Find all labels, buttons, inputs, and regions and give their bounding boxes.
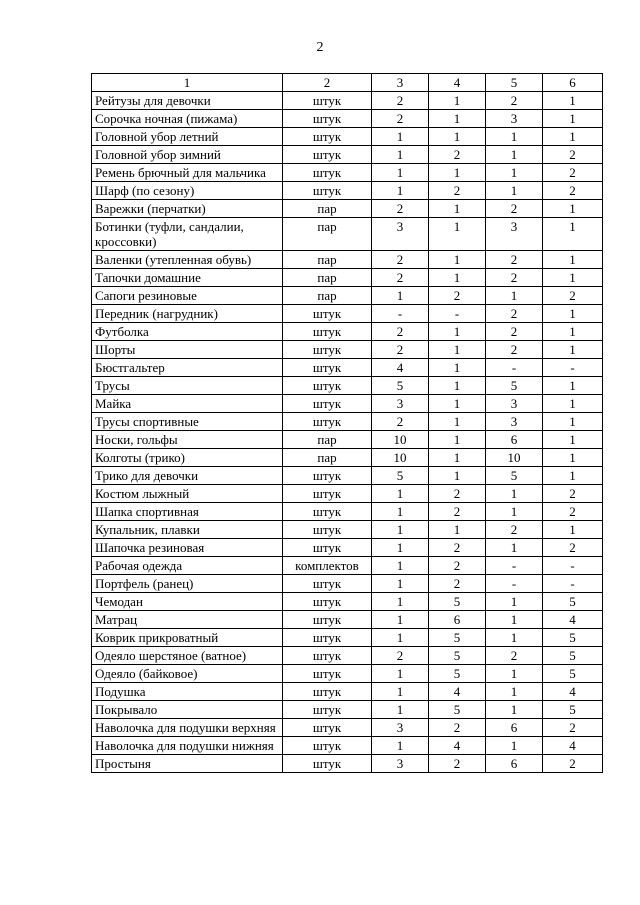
table-row (92, 701, 603, 719)
table-row (92, 200, 603, 218)
value-cell-4: 2 (429, 719, 486, 737)
unit-cell: штук (283, 575, 372, 593)
value-cell-4: - (429, 305, 486, 323)
value-cell-4: 1 (429, 251, 486, 269)
unit-cell: штук (283, 305, 372, 323)
unit-cell: пар (283, 449, 372, 467)
table-row (92, 341, 603, 359)
value-cell-3: 1 (372, 182, 429, 200)
value-cell-6: 2 (543, 287, 603, 305)
value-cell-3: 2 (372, 269, 429, 287)
value-cell-3: 2 (372, 323, 429, 341)
value-cell-3: 2 (372, 413, 429, 431)
value-cell-5: 2 (486, 521, 543, 539)
unit-cell: штук (283, 665, 372, 683)
value-cell-6: 1 (543, 200, 603, 218)
table-row (92, 503, 603, 521)
value-cell-4: 2 (429, 557, 486, 575)
table-body (92, 92, 603, 773)
table-row (92, 269, 603, 287)
value-cell-6: - (543, 575, 603, 593)
value-cell-4: 5 (429, 593, 486, 611)
table-row (92, 611, 603, 629)
value-cell-3: 1 (372, 575, 429, 593)
unit-cell: штук (283, 593, 372, 611)
table-row (92, 128, 603, 146)
unit-cell: штук (283, 341, 372, 359)
value-cell-5: 1 (486, 593, 543, 611)
unit-cell: пар (283, 287, 372, 305)
value-cell-5: 10 (486, 449, 543, 467)
value-cell-6: 5 (543, 647, 603, 665)
unit-cell: штук (283, 755, 372, 773)
value-cell-4: 4 (429, 737, 486, 755)
value-cell-4: 1 (429, 269, 486, 287)
unit-cell: штук (283, 128, 372, 146)
unit-cell: комплектов (283, 557, 372, 575)
value-cell-5: 2 (486, 323, 543, 341)
value-cell-6: 1 (543, 305, 603, 323)
value-cell-3: 2 (372, 200, 429, 218)
table-row (92, 521, 603, 539)
item-name-cell: Рабочая одежда (92, 557, 283, 575)
value-cell-5: 1 (486, 146, 543, 164)
value-cell-4: 2 (429, 182, 486, 200)
item-name-cell: Одеяло (байковое) (92, 665, 283, 683)
item-name-cell: Шорты (92, 341, 283, 359)
table-row (92, 287, 603, 305)
table-row (92, 413, 603, 431)
table-row (92, 467, 603, 485)
value-cell-5: 2 (486, 269, 543, 287)
item-name-cell: Коврик прикроватный (92, 629, 283, 647)
value-cell-4: 1 (429, 359, 486, 377)
item-name-cell: Передник (нагрудник) (92, 305, 283, 323)
table-row (92, 92, 603, 110)
table-row (92, 647, 603, 665)
value-cell-5: - (486, 359, 543, 377)
table-row (92, 539, 603, 557)
value-cell-6: 2 (543, 146, 603, 164)
value-cell-4: 1 (429, 218, 486, 251)
item-name-cell: Костюм лыжный (92, 485, 283, 503)
item-name-cell: Одеяло шерстяное (ватное) (92, 647, 283, 665)
item-name-cell: Наволочка для подушки нижняя (92, 737, 283, 755)
value-cell-5: 3 (486, 110, 543, 128)
value-cell-4: 5 (429, 665, 486, 683)
item-name-cell: Ремень брючный для мальчика (92, 164, 283, 182)
unit-cell: штук (283, 164, 372, 182)
value-cell-6: 2 (543, 164, 603, 182)
value-cell-3: 1 (372, 593, 429, 611)
value-cell-6: 2 (543, 485, 603, 503)
value-cell-3: 1 (372, 128, 429, 146)
unit-cell: пар (283, 269, 372, 287)
value-cell-6: 1 (543, 323, 603, 341)
value-cell-4: 5 (429, 701, 486, 719)
value-cell-5: 6 (486, 719, 543, 737)
table-row (92, 395, 603, 413)
item-name-cell: Майка (92, 395, 283, 413)
table-row (92, 164, 603, 182)
table-row (92, 665, 603, 683)
unit-cell: штук (283, 92, 372, 110)
table-row (92, 719, 603, 737)
table-row (92, 449, 603, 467)
column-header-1: 1 (92, 74, 283, 92)
value-cell-6: 4 (543, 611, 603, 629)
value-cell-6: 4 (543, 737, 603, 755)
value-cell-5: 1 (486, 665, 543, 683)
value-cell-5: 1 (486, 485, 543, 503)
item-name-cell: Бюстгальтер (92, 359, 283, 377)
unit-cell: штук (283, 701, 372, 719)
value-cell-6: 2 (543, 539, 603, 557)
table-row (92, 377, 603, 395)
value-cell-3: 3 (372, 719, 429, 737)
unit-cell: штук (283, 323, 372, 341)
value-cell-4: 2 (429, 287, 486, 305)
table-row (92, 683, 603, 701)
value-cell-3: 5 (372, 467, 429, 485)
column-header-6: 6 (543, 74, 603, 92)
value-cell-5: 1 (486, 287, 543, 305)
item-name-cell: Шапка спортивная (92, 503, 283, 521)
table-row (92, 359, 603, 377)
unit-cell: штук (283, 146, 372, 164)
unit-cell: штук (283, 503, 372, 521)
value-cell-6: 5 (543, 701, 603, 719)
item-name-cell: Рейтузы для девочки (92, 92, 283, 110)
value-cell-3: 2 (372, 110, 429, 128)
item-name-cell: Наволочка для подушки верхняя (92, 719, 283, 737)
table-row (92, 431, 603, 449)
value-cell-5: 2 (486, 200, 543, 218)
value-cell-5: 3 (486, 413, 543, 431)
value-cell-3: 2 (372, 647, 429, 665)
unit-cell: штук (283, 737, 372, 755)
page-number: 2 (316, 40, 324, 55)
unit-cell: штук (283, 467, 372, 485)
value-cell-4: 6 (429, 611, 486, 629)
item-name-cell: Подушка (92, 683, 283, 701)
value-cell-3: 5 (372, 377, 429, 395)
item-name-cell: Сорочка ночная (пижама) (92, 110, 283, 128)
value-cell-3: 1 (372, 701, 429, 719)
value-cell-4: 1 (429, 164, 486, 182)
item-name-cell: Трусы спортивные (92, 413, 283, 431)
unit-cell: штук (283, 683, 372, 701)
unit-cell: штук (283, 110, 372, 128)
value-cell-3: 1 (372, 287, 429, 305)
item-name-cell: Купальник, плавки (92, 521, 283, 539)
unit-cell: штук (283, 611, 372, 629)
column-header-2: 2 (283, 74, 372, 92)
item-name-cell: Варежки (перчатки) (92, 200, 283, 218)
value-cell-6: - (543, 557, 603, 575)
value-cell-6: 1 (543, 92, 603, 110)
table-row (92, 557, 603, 575)
value-cell-6: 5 (543, 629, 603, 647)
value-cell-4: 1 (429, 341, 486, 359)
item-name-cell: Шапочка резиновая (92, 539, 283, 557)
value-cell-3: 10 (372, 431, 429, 449)
table-row (92, 146, 603, 164)
unit-cell: штук (283, 485, 372, 503)
value-cell-4: 1 (429, 110, 486, 128)
value-cell-5: 1 (486, 164, 543, 182)
item-name-cell: Футболка (92, 323, 283, 341)
value-cell-3: 4 (372, 359, 429, 377)
value-cell-4: 2 (429, 485, 486, 503)
item-name-cell: Матрац (92, 611, 283, 629)
column-header-5: 5 (486, 74, 543, 92)
value-cell-4: 2 (429, 755, 486, 773)
table-row (92, 251, 603, 269)
value-cell-4: 2 (429, 146, 486, 164)
unit-cell: штук (283, 629, 372, 647)
value-cell-3: 1 (372, 164, 429, 182)
table-row (92, 755, 603, 773)
item-name-cell: Сапоги резиновые (92, 287, 283, 305)
value-cell-4: 1 (429, 395, 486, 413)
table-header-row (92, 74, 603, 92)
value-cell-5: 1 (486, 737, 543, 755)
value-cell-6: 1 (543, 413, 603, 431)
value-cell-5: 2 (486, 251, 543, 269)
value-cell-6: 4 (543, 683, 603, 701)
value-cell-6: 1 (543, 431, 603, 449)
value-cell-6: 1 (543, 449, 603, 467)
value-cell-4: 1 (429, 323, 486, 341)
value-cell-3: 1 (372, 521, 429, 539)
item-name-cell: Ботинки (туфли, сандалии, кроссовки) (92, 218, 283, 251)
item-name-cell: Валенки (утепленная обувь) (92, 251, 283, 269)
table-row (92, 218, 603, 251)
value-cell-5: 1 (486, 182, 543, 200)
value-cell-4: 1 (429, 200, 486, 218)
value-cell-4: 2 (429, 503, 486, 521)
unit-cell: пар (283, 431, 372, 449)
value-cell-6: 2 (543, 503, 603, 521)
value-cell-6: 1 (543, 467, 603, 485)
unit-cell: штук (283, 359, 372, 377)
value-cell-4: 1 (429, 92, 486, 110)
value-cell-5: 1 (486, 611, 543, 629)
value-cell-5: 1 (486, 128, 543, 146)
value-cell-5: 2 (486, 341, 543, 359)
value-cell-3: 3 (372, 218, 429, 251)
value-cell-3: 1 (372, 146, 429, 164)
value-cell-6: 5 (543, 665, 603, 683)
unit-cell: штук (283, 377, 372, 395)
item-name-cell: Чемодан (92, 593, 283, 611)
item-name-cell: Колготы (трико) (92, 449, 283, 467)
value-cell-5: 3 (486, 218, 543, 251)
value-cell-6: 1 (543, 521, 603, 539)
clothing-norms-table (91, 73, 603, 773)
value-cell-3: 1 (372, 539, 429, 557)
unit-cell: пар (283, 251, 372, 269)
item-name-cell: Простыня (92, 755, 283, 773)
unit-cell: штук (283, 413, 372, 431)
value-cell-4: 5 (429, 647, 486, 665)
value-cell-6: - (543, 359, 603, 377)
value-cell-4: 1 (429, 128, 486, 146)
unit-cell: пар (283, 218, 372, 251)
unit-cell: штук (283, 539, 372, 557)
value-cell-4: 1 (429, 521, 486, 539)
column-header-4: 4 (429, 74, 486, 92)
value-cell-6: 2 (543, 755, 603, 773)
unit-cell: штук (283, 647, 372, 665)
unit-cell: штук (283, 719, 372, 737)
value-cell-3: 2 (372, 92, 429, 110)
item-name-cell: Тапочки домашние (92, 269, 283, 287)
value-cell-3: 2 (372, 251, 429, 269)
value-cell-5: 5 (486, 377, 543, 395)
item-name-cell: Шарф (по сезону) (92, 182, 283, 200)
value-cell-5: 1 (486, 539, 543, 557)
item-name-cell: Головной убор зимний (92, 146, 283, 164)
value-cell-5: 2 (486, 647, 543, 665)
unit-cell: штук (283, 182, 372, 200)
value-cell-5: 1 (486, 701, 543, 719)
value-cell-3: - (372, 305, 429, 323)
value-cell-5: - (486, 557, 543, 575)
value-cell-6: 1 (543, 218, 603, 251)
value-cell-3: 1 (372, 629, 429, 647)
table-row (92, 593, 603, 611)
unit-cell: штук (283, 395, 372, 413)
value-cell-5: 2 (486, 92, 543, 110)
value-cell-3: 3 (372, 395, 429, 413)
value-cell-3: 1 (372, 665, 429, 683)
value-cell-3: 1 (372, 485, 429, 503)
table-row (92, 737, 603, 755)
table-row (92, 305, 603, 323)
value-cell-6: 1 (543, 395, 603, 413)
value-cell-3: 1 (372, 557, 429, 575)
item-name-cell: Носки, гольфы (92, 431, 283, 449)
value-cell-4: 1 (429, 413, 486, 431)
value-cell-3: 1 (372, 503, 429, 521)
item-name-cell: Трико для девочки (92, 467, 283, 485)
value-cell-4: 1 (429, 449, 486, 467)
value-cell-6: 2 (543, 182, 603, 200)
item-name-cell: Портфель (ранец) (92, 575, 283, 593)
table-row (92, 110, 603, 128)
table-row (92, 575, 603, 593)
table-row (92, 323, 603, 341)
value-cell-4: 4 (429, 683, 486, 701)
value-cell-5: 3 (486, 395, 543, 413)
value-cell-5: 1 (486, 683, 543, 701)
value-cell-3: 1 (372, 737, 429, 755)
value-cell-6: 1 (543, 341, 603, 359)
value-cell-5: 6 (486, 755, 543, 773)
item-name-cell: Головной убор летний (92, 128, 283, 146)
value-cell-6: 2 (543, 719, 603, 737)
value-cell-6: 1 (543, 269, 603, 287)
value-cell-5: 2 (486, 305, 543, 323)
unit-cell: пар (283, 200, 372, 218)
value-cell-5: 6 (486, 431, 543, 449)
table-row (92, 182, 603, 200)
column-header-3: 3 (372, 74, 429, 92)
value-cell-3: 1 (372, 683, 429, 701)
item-name-cell: Покрывало (92, 701, 283, 719)
unit-cell: штук (283, 521, 372, 539)
item-name-cell: Трусы (92, 377, 283, 395)
value-cell-6: 5 (543, 593, 603, 611)
table-row (92, 485, 603, 503)
value-cell-6: 1 (543, 377, 603, 395)
value-cell-3: 2 (372, 341, 429, 359)
value-cell-5: - (486, 575, 543, 593)
value-cell-3: 1 (372, 611, 429, 629)
value-cell-4: 2 (429, 539, 486, 557)
value-cell-5: 1 (486, 629, 543, 647)
value-cell-4: 1 (429, 467, 486, 485)
value-cell-6: 1 (543, 251, 603, 269)
value-cell-3: 10 (372, 449, 429, 467)
value-cell-3: 3 (372, 755, 429, 773)
table-row (92, 629, 603, 647)
value-cell-4: 1 (429, 377, 486, 395)
value-cell-5: 5 (486, 467, 543, 485)
value-cell-6: 1 (543, 110, 603, 128)
value-cell-6: 1 (543, 128, 603, 146)
value-cell-5: 1 (486, 503, 543, 521)
value-cell-4: 2 (429, 575, 486, 593)
value-cell-4: 1 (429, 431, 486, 449)
value-cell-4: 5 (429, 629, 486, 647)
